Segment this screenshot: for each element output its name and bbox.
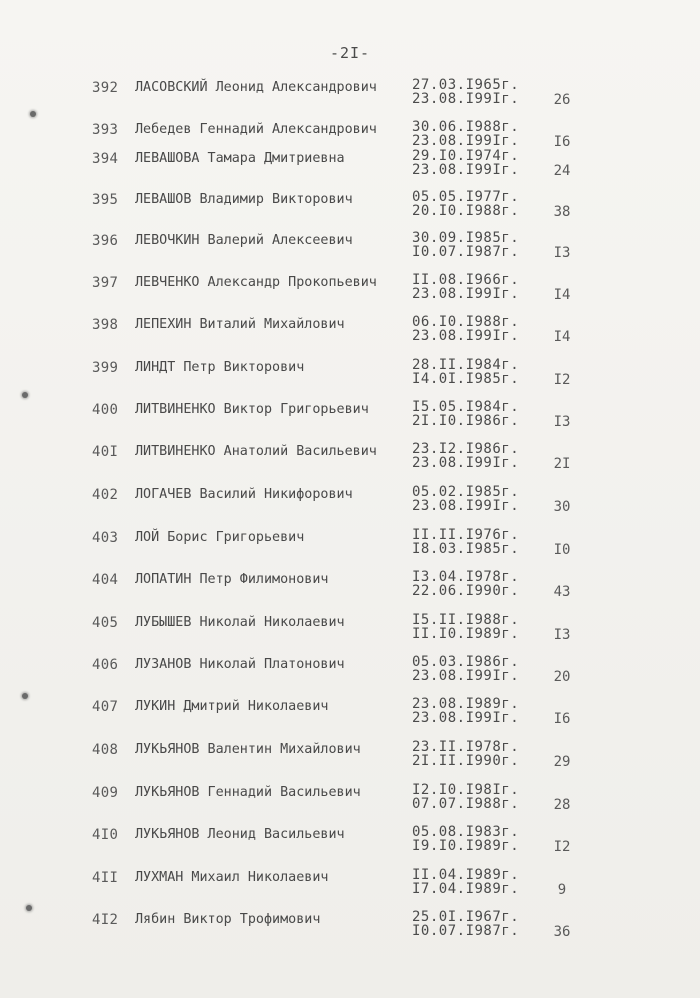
start-date: II.08.I966г. — [412, 272, 520, 288]
list-item — [0, 655, 700, 695]
person-name: ЛУКЬЯНОВ Валентин Михайлович — [135, 742, 361, 757]
person-name: ЛУХМАН Михаил Николаевич — [135, 870, 329, 885]
entry-number: 400 — [92, 402, 119, 418]
list-item — [0, 697, 700, 737]
list-item — [0, 231, 700, 271]
list-item — [0, 613, 700, 653]
service-dates — [412, 190, 519, 218]
list-item — [0, 783, 700, 823]
end-date: I0.07.I987г. — [412, 244, 520, 260]
entry-number: 408 — [92, 742, 119, 758]
entry-count: 20 — [553, 669, 571, 685]
end-date: 23.08.I99Iг. — [412, 286, 520, 302]
service-dates — [412, 570, 519, 598]
start-date: I5.II.I988г. — [412, 612, 520, 628]
person-name: ЛЕПЕХИН Виталий Михайлович — [135, 317, 345, 332]
entry-number: 404 — [92, 572, 119, 588]
person-name: ЛОЙ Борис Григорьевич — [135, 530, 305, 545]
person-name: ЛУЗАНОВ Николай Платонович — [135, 657, 345, 672]
entry-number: 4II — [92, 870, 119, 886]
entry-number: 394 — [92, 151, 119, 167]
service-dates — [412, 740, 519, 768]
entry-count: I4 — [553, 287, 571, 303]
service-dates — [412, 868, 519, 896]
service-dates — [412, 910, 519, 938]
entry-count: 9 — [557, 882, 567, 898]
start-date: 28.II.I984г. — [412, 357, 520, 373]
start-date: 23.08.I989г. — [412, 696, 520, 712]
entry-number: 409 — [92, 785, 119, 801]
list-item — [0, 485, 700, 525]
entry-number: 4I0 — [92, 827, 119, 843]
list-item — [0, 78, 700, 118]
entry-number: 395 — [92, 192, 119, 208]
start-date: 05.03.I986г. — [412, 654, 520, 670]
person-name: ЛУКИН Дмитрий Николаевич — [135, 699, 329, 714]
list-item — [0, 528, 700, 568]
entry-count: I2 — [553, 839, 571, 855]
entry-count: 2I — [553, 456, 571, 472]
list-item — [0, 149, 700, 189]
service-dates — [412, 149, 519, 177]
entry-count: 38 — [553, 204, 571, 220]
person-name: ЛЕВОЧКИН Валерий Алексеевич — [135, 233, 353, 248]
end-date: 23.08.I99Iг. — [412, 133, 520, 149]
end-date: 23.08.I99Iг. — [412, 668, 520, 684]
start-date: 25.0I.I967г. — [412, 909, 520, 925]
entry-count: 36 — [553, 924, 571, 940]
entry-count: 43 — [553, 584, 571, 600]
entry-count: I0 — [553, 542, 571, 558]
end-date: 22.06.I990г. — [412, 583, 520, 599]
start-date: 29.I0.I974г. — [412, 148, 520, 164]
start-date: 23.I2.I986г. — [412, 441, 520, 457]
list-item — [0, 315, 700, 355]
entry-number: 403 — [92, 530, 119, 546]
service-dates — [412, 358, 519, 386]
entry-count: 26 — [553, 92, 571, 108]
list-item — [0, 570, 700, 610]
end-date: 20.I0.I988г. — [412, 203, 520, 219]
service-dates — [412, 442, 519, 470]
entry-number: 392 — [92, 80, 119, 96]
list-item — [0, 868, 700, 908]
list-item — [0, 825, 700, 865]
person-name: ЛУБЫШЕВ Николай Николаевич — [135, 615, 345, 630]
entry-count: I3 — [553, 245, 571, 261]
entry-count: I3 — [553, 627, 571, 643]
start-date: I2.I0.I98Iг. — [412, 782, 520, 798]
start-date: 30.06.I988г. — [412, 119, 520, 135]
service-dates — [412, 697, 519, 725]
end-date: 23.08.I99Iг. — [412, 162, 520, 178]
end-date: I4.0I.I985г. — [412, 371, 520, 387]
person-name: Лябин Виктор Трофимович — [135, 912, 321, 927]
start-date: 05.02.I985г. — [412, 484, 520, 500]
person-name: Лебедев Геннадий Александрович — [135, 122, 377, 137]
start-date: 05.05.I977г. — [412, 189, 520, 205]
service-dates — [412, 78, 519, 106]
entry-number: 407 — [92, 699, 119, 715]
person-name: ЛАСОВСКИЙ Леонид Александрович — [135, 80, 377, 95]
entry-number: 402 — [92, 487, 119, 503]
entry-number: 397 — [92, 275, 119, 291]
service-dates — [412, 315, 519, 343]
entry-count: 28 — [553, 797, 571, 813]
person-name: ЛИТВИНЕНКО Анатолий Васильевич — [135, 444, 377, 459]
entry-number: 405 — [92, 615, 119, 631]
entry-count: I6 — [553, 134, 571, 150]
list-item — [0, 358, 700, 398]
person-name: ЛЕВАШОВА Тамара Дмитриевна — [135, 151, 345, 166]
end-date: 23.08.I99Iг. — [412, 710, 520, 726]
start-date: 06.I0.I988г. — [412, 314, 520, 330]
page-number: -2I- — [329, 44, 371, 62]
person-name: ЛИНДТ Петр Викторович — [135, 360, 305, 375]
start-date: 23.II.I978г. — [412, 739, 520, 755]
person-name: ЛОГАЧЕВ Василий Никифорович — [135, 487, 353, 502]
person-name: ЛУКЬЯНОВ Геннадий Васильевич — [135, 785, 361, 800]
end-date: 07.07.I988г. — [412, 796, 520, 812]
end-date: II.I0.I989г. — [412, 626, 520, 642]
service-dates — [412, 485, 519, 513]
end-date: 23.08.I99Iг. — [412, 328, 520, 344]
end-date: 2I.II.I990г. — [412, 753, 520, 769]
entry-count: I6 — [553, 711, 571, 727]
person-name: ЛЕВЧЕНКО Александр Прокопьевич — [135, 275, 377, 290]
list-item — [0, 910, 700, 950]
start-date: 30.09.I985г. — [412, 230, 520, 246]
entry-number: 398 — [92, 317, 119, 333]
service-dates — [412, 613, 519, 641]
service-dates — [412, 120, 519, 148]
entry-number: 399 — [92, 360, 119, 376]
service-dates — [412, 825, 519, 853]
list-item — [0, 273, 700, 313]
end-date: I7.04.I989г. — [412, 881, 520, 897]
entry-count: 24 — [553, 163, 571, 179]
entry-count: I3 — [553, 414, 571, 430]
start-date: I3.04.I978г. — [412, 569, 520, 585]
service-dates — [412, 231, 519, 259]
service-dates — [412, 528, 519, 556]
end-date: I8.03.I985г. — [412, 541, 520, 557]
end-date: 23.08.I99Iг. — [412, 498, 520, 514]
end-date: 23.08.I99Iг. — [412, 91, 520, 107]
entry-number: 4I2 — [92, 912, 119, 928]
end-date: 23.08.I99Iг. — [412, 455, 520, 471]
person-name: ЛИТВИНЕНКО Виктор Григорьевич — [135, 402, 369, 417]
service-dates — [412, 400, 519, 428]
list-item — [0, 740, 700, 780]
end-date: I0.07.I987г. — [412, 923, 520, 939]
service-dates — [412, 655, 519, 683]
entry-number: 396 — [92, 233, 119, 249]
end-date: 2I.I0.I986г. — [412, 413, 520, 429]
list-item — [0, 442, 700, 482]
entry-number: 406 — [92, 657, 119, 673]
start-date: II.04.I989г. — [412, 867, 520, 883]
start-date: I5.05.I984г. — [412, 399, 520, 415]
list-item — [0, 400, 700, 440]
person-name: ЛЕВАШОВ Владимир Викторович — [135, 192, 353, 207]
entry-count: 29 — [553, 754, 571, 770]
person-name: ЛОПАТИН Петр Филимонович — [135, 572, 329, 587]
start-date: II.II.I976г. — [412, 527, 520, 543]
start-date: 05.08.I983г. — [412, 824, 520, 840]
end-date: I9.I0.I989г. — [412, 838, 520, 854]
entry-number: 393 — [92, 122, 119, 138]
service-dates — [412, 273, 519, 301]
start-date: 27.03.I965г. — [412, 77, 520, 93]
entry-count: I4 — [553, 329, 571, 345]
entry-count: 30 — [553, 499, 571, 515]
entry-number: 40I — [92, 444, 119, 460]
entry-count: I2 — [553, 372, 571, 388]
list-item — [0, 190, 700, 230]
service-dates — [412, 783, 519, 811]
person-name: ЛУКЬЯНОВ Леонид Васильевич — [135, 827, 345, 842]
